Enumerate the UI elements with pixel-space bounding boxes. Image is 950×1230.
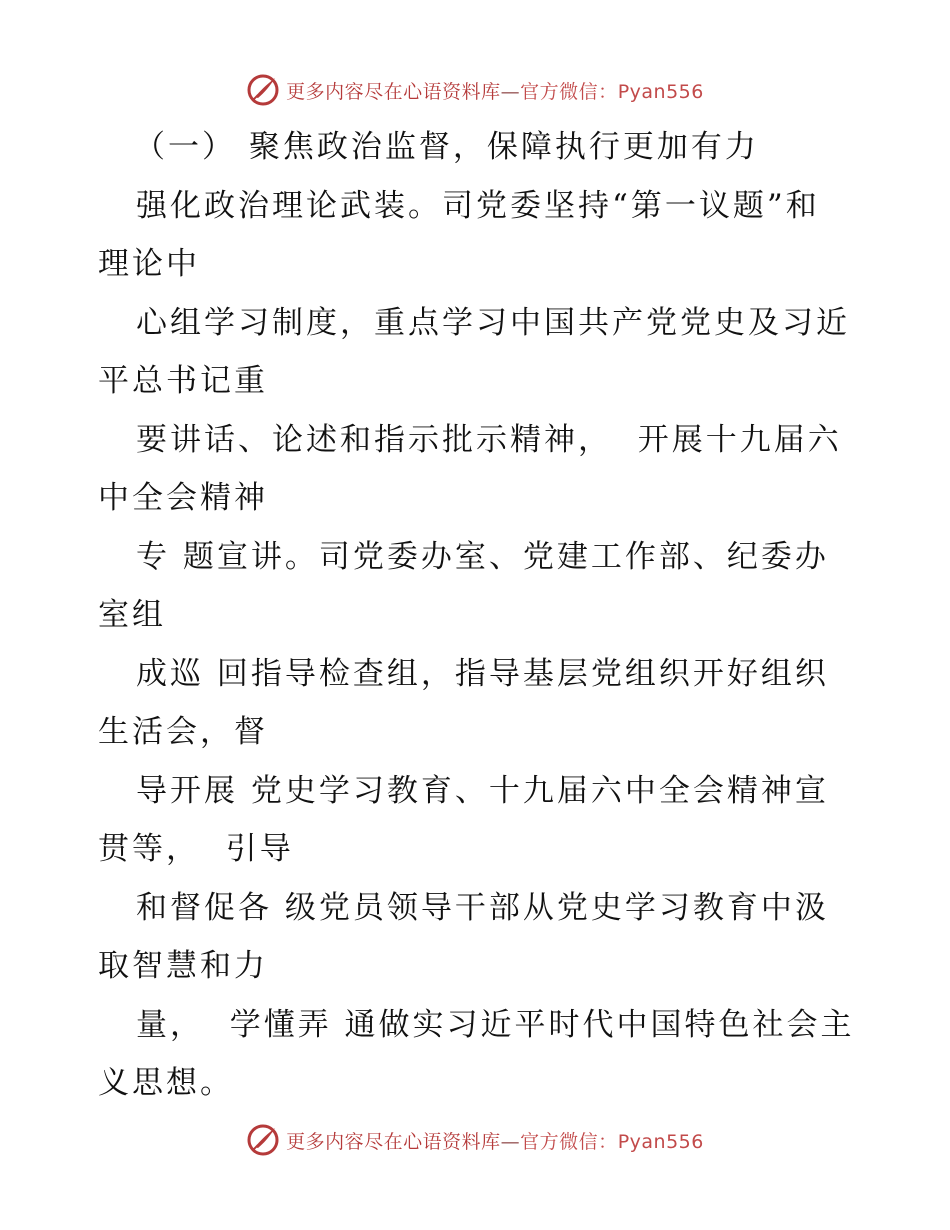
watermark-wechat-id: Pyan556 bbox=[617, 1130, 704, 1153]
body-line: 平总书记重 bbox=[98, 363, 268, 399]
quill-logo-icon bbox=[246, 73, 280, 107]
watermark-text bbox=[286, 1127, 704, 1154]
body-line: 量， 学懂弄 通做实习近平时代中国特色社会主 bbox=[136, 1006, 855, 1043]
body-line: 和督促各 级党员领导干部从党史学习教育中汲 bbox=[136, 889, 829, 926]
body-line: 贯等， 引导 bbox=[98, 831, 294, 867]
watermark-wechat-id: Pyan556 bbox=[617, 80, 704, 103]
body-line: 理论中 bbox=[98, 246, 200, 282]
body-line: 专 题宣讲。司党委办室、党建工作部、纪委办 bbox=[136, 538, 829, 575]
body-line: 取智慧和力 bbox=[98, 948, 268, 984]
watermark-site: 更多内容尽在心语资料库 bbox=[286, 80, 501, 103]
watermark-dash: — bbox=[500, 80, 521, 103]
body-line: 成巡 回指导检查组，指导基层党组织开好组织 bbox=[136, 655, 829, 692]
quill-logo-icon bbox=[246, 1123, 280, 1157]
body-line: 室组 bbox=[98, 597, 166, 633]
section-heading: （一） 聚焦政治监督，保障执行更加有力 bbox=[134, 129, 759, 165]
body-line: 导开展 党史学习教育、十九届六中全会精神宣 bbox=[136, 772, 829, 809]
body-line: 中全会精神 bbox=[98, 480, 268, 516]
watermark-wechat-label: 官方微信： bbox=[520, 80, 618, 103]
watermark-wechat-label: 官方微信： bbox=[520, 1130, 618, 1153]
document-body bbox=[98, 118, 858, 1113]
watermark-text bbox=[286, 77, 704, 104]
body-line: 心组学习制度，重点学习中国共产党党史及习近 bbox=[136, 304, 850, 341]
body-line: 强化政治理论武装。司党委坚持“第一议题”和 bbox=[136, 187, 820, 224]
body-line: 要讲话、论述和指示批示精神， 开展十九届六 bbox=[136, 421, 842, 458]
watermark-dash: — bbox=[500, 1130, 521, 1153]
watermark-banner-bottom bbox=[0, 1120, 950, 1160]
body-line: 生活会，督 bbox=[98, 714, 268, 750]
body-line: 义思想。 bbox=[98, 1065, 234, 1101]
watermark-banner-top bbox=[0, 70, 950, 110]
watermark-site: 更多内容尽在心语资料库 bbox=[286, 1130, 501, 1153]
